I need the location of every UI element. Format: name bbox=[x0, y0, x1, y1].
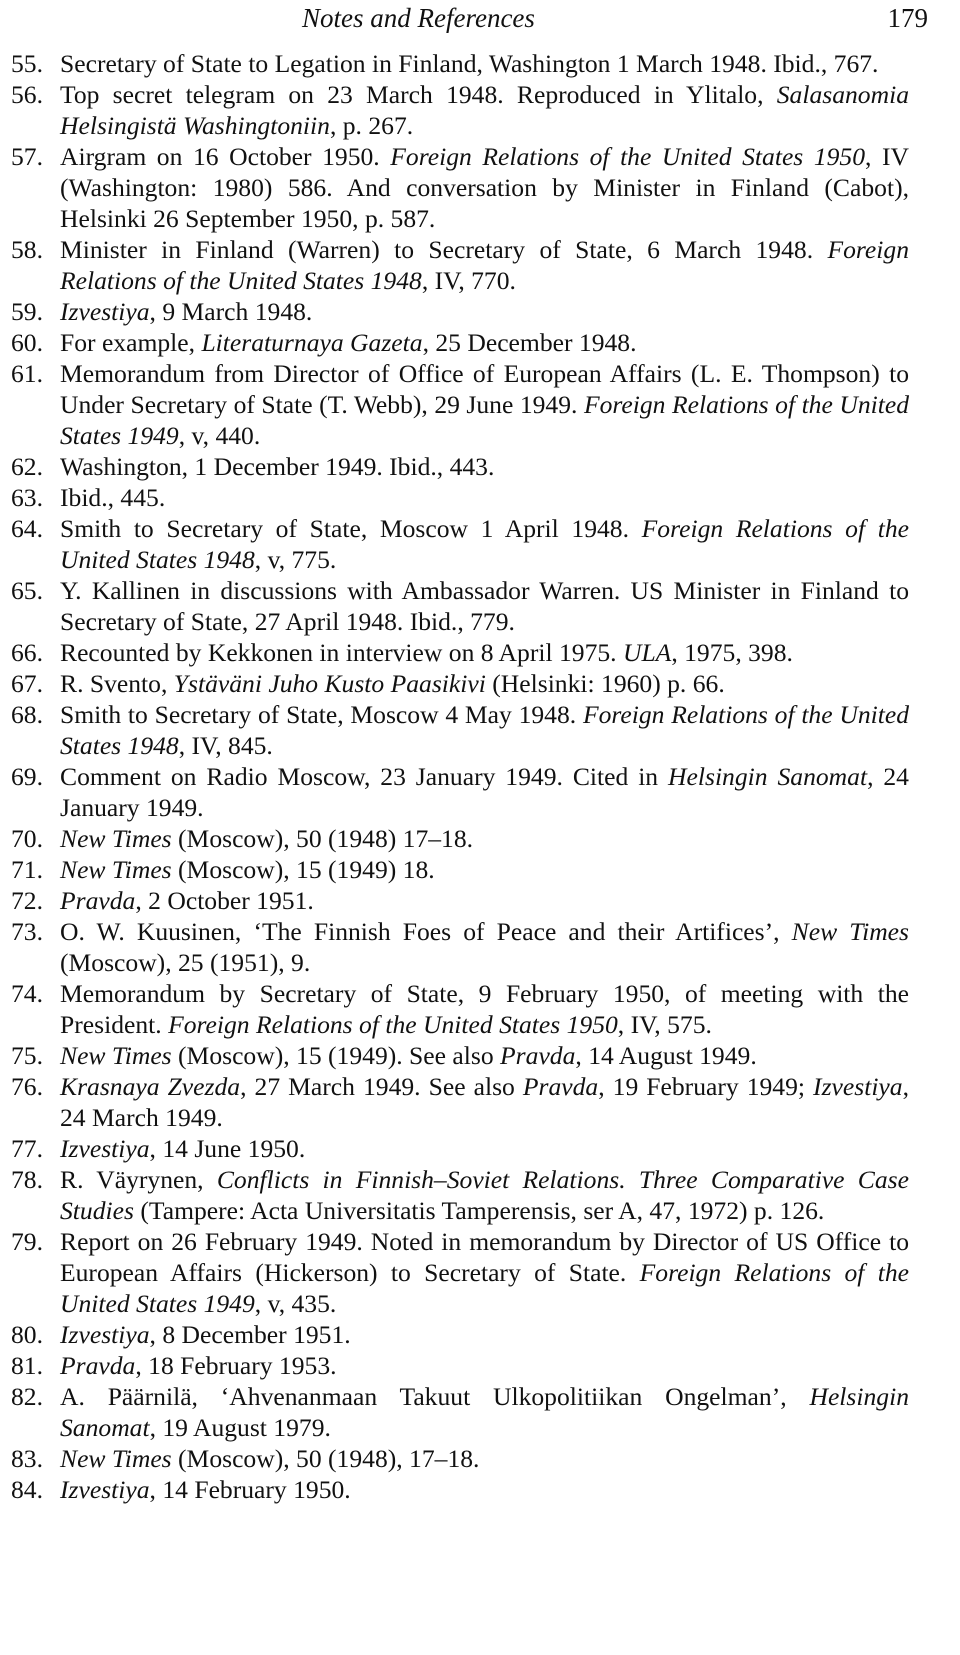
note-number: 80. bbox=[11, 1320, 43, 1349]
note-title-italic: Pravda bbox=[522, 1072, 599, 1101]
note-text-run: Smith to Secretary of State, Moscow 1 April 1948. bbox=[60, 514, 642, 543]
note-text bbox=[60, 1443, 909, 1474]
notes-list bbox=[11, 48, 909, 1505]
note-item bbox=[11, 296, 909, 327]
note-text bbox=[60, 885, 909, 916]
note-item bbox=[11, 978, 909, 1040]
note-text bbox=[60, 513, 909, 575]
note-item bbox=[11, 1133, 909, 1164]
note-item bbox=[11, 451, 909, 482]
note-text bbox=[60, 1071, 909, 1133]
note-number: 73. bbox=[11, 917, 43, 946]
note-text-run: , 14 June 1950. bbox=[149, 1134, 306, 1163]
note-number: 63. bbox=[11, 483, 43, 512]
note-text-run: R. Svento, bbox=[60, 669, 174, 698]
note-number: 77. bbox=[11, 1134, 43, 1163]
note-text bbox=[60, 234, 909, 296]
note-number: 74. bbox=[11, 979, 43, 1008]
note-text-run: (Helsinki: 1960) p. 66. bbox=[485, 669, 725, 698]
note-item bbox=[11, 637, 909, 668]
note-text bbox=[60, 1474, 909, 1505]
note-text-run: Comment on Radio Moscow, 23 January 1949. Cited in bbox=[60, 762, 669, 791]
note-title-italic: New Times bbox=[60, 1444, 172, 1473]
note-text-run: Recounted by Kekkonen in interview on 8 April 1975. bbox=[60, 638, 623, 667]
note-text-run: , IV, 770. bbox=[421, 266, 516, 295]
note-text bbox=[60, 296, 909, 327]
note-text bbox=[60, 637, 909, 668]
note-text-run: Memorandum from Director of Office of European Affairs (L. E. Thompson) to Under Secretary of State (T. Webb), 29 June 1949. bbox=[60, 359, 909, 419]
note-number: 58. bbox=[11, 235, 43, 264]
note-number: 79. bbox=[11, 1227, 43, 1256]
note-title-italic: Ystäväni Juho Kusto Paasikivi bbox=[173, 669, 486, 698]
page-number: 179 bbox=[887, 3, 928, 33]
note-text bbox=[60, 1164, 909, 1226]
note-text-run: , 9 March 1948. bbox=[149, 297, 313, 326]
note-number: 57. bbox=[11, 142, 43, 171]
note-text bbox=[60, 854, 909, 885]
note-text-run: (Moscow), 15 (1949) 18. bbox=[171, 855, 435, 884]
note-title-italic: Izvestiya bbox=[60, 1320, 150, 1349]
note-title-italic: Izvestiya bbox=[813, 1072, 903, 1101]
note-title-italic: Pravda bbox=[60, 1351, 136, 1380]
note-item bbox=[11, 1350, 909, 1381]
note-item bbox=[11, 79, 909, 141]
note-text bbox=[60, 916, 909, 978]
note-title-italic: Izvestiya bbox=[60, 1475, 150, 1504]
note-title-italic: Pravda bbox=[60, 886, 136, 915]
note-number: 59. bbox=[11, 297, 43, 326]
note-number: 83. bbox=[11, 1444, 43, 1473]
note-title-italic: Krasnaya Zvezda bbox=[60, 1072, 241, 1101]
note-title-italic: Literaturnaya Gazeta bbox=[201, 328, 423, 357]
note-text-run: (Moscow), 50 (1948) 17–18. bbox=[171, 824, 474, 853]
note-item bbox=[11, 1319, 909, 1350]
note-text-run: , IV, 845. bbox=[178, 731, 273, 760]
note-text-run: Report on 26 February 1949. Noted in memorandum by Director of US Office to European Affairs (Hickerson) to Secretary of State. bbox=[60, 1227, 909, 1287]
note-item bbox=[11, 358, 909, 451]
note-item bbox=[11, 668, 909, 699]
note-text-run: , v, 440. bbox=[178, 421, 261, 450]
note-text bbox=[60, 482, 909, 513]
note-number: 68. bbox=[11, 700, 43, 729]
note-item bbox=[11, 1071, 909, 1133]
note-item bbox=[11, 854, 909, 885]
note-title-italic: Foreign Relations of the United States 1949 bbox=[60, 390, 910, 450]
note-title-italic: New Times bbox=[60, 855, 172, 884]
note-text bbox=[60, 1040, 909, 1071]
note-text bbox=[60, 1319, 909, 1350]
note-title-italic: Pravda bbox=[500, 1041, 576, 1070]
note-text-run: , p. 267. bbox=[329, 111, 414, 140]
note-item bbox=[11, 1443, 909, 1474]
note-text-run: R. Väyrynen, bbox=[60, 1165, 217, 1194]
note-title-italic: Izvestiya bbox=[60, 1134, 150, 1163]
note-text-run: , 2 October 1951. bbox=[135, 886, 314, 915]
note-text bbox=[60, 451, 909, 482]
note-number: 72. bbox=[11, 886, 43, 915]
note-number: 78. bbox=[11, 1165, 43, 1194]
note-text bbox=[60, 1350, 909, 1381]
note-text-run: A. Päärnilä, ‘Ahvenanmaan Takuut Ulkopolitiikan Ongelman’, bbox=[60, 1382, 810, 1411]
note-text bbox=[60, 141, 909, 234]
note-title-italic: Conflicts in Finnish–Soviet Relations. Three Comparative Case Studies bbox=[60, 1165, 909, 1225]
note-item bbox=[11, 1381, 909, 1443]
note-title-italic: Foreign Relations of the United States 1948 bbox=[60, 235, 909, 295]
note-item bbox=[11, 885, 909, 916]
note-text-run: , v, 775. bbox=[254, 545, 337, 574]
note-number: 76. bbox=[11, 1072, 43, 1101]
note-item bbox=[11, 1474, 909, 1505]
note-number: 66. bbox=[11, 638, 43, 667]
note-title-italic: New Times bbox=[60, 824, 172, 853]
note-number: 60. bbox=[11, 328, 43, 357]
note-text-run: , 25 December 1948. bbox=[422, 328, 637, 357]
note-number: 82. bbox=[11, 1382, 43, 1411]
note-text-run: , 8 December 1951. bbox=[149, 1320, 351, 1349]
note-item bbox=[11, 1226, 909, 1319]
note-title-italic: Foreign Relations of the United States 1948 bbox=[60, 514, 909, 574]
note-text bbox=[60, 823, 909, 854]
note-text-run: (Moscow), 25 (1951), 9. bbox=[60, 948, 311, 977]
note-number: 64. bbox=[11, 514, 43, 543]
note-item bbox=[11, 48, 909, 79]
note-text bbox=[60, 761, 909, 823]
note-text-run: Ibid., 445. bbox=[60, 483, 166, 512]
running-title: Notes and References bbox=[302, 3, 535, 33]
note-item bbox=[11, 1164, 909, 1226]
note-text bbox=[60, 668, 909, 699]
note-text bbox=[60, 1381, 909, 1443]
note-text-run: (Moscow), 50 (1948), 17–18. bbox=[171, 1444, 480, 1473]
note-text-run: (Moscow), 15 (1949). See also bbox=[171, 1041, 501, 1070]
note-text-run: Secretary of State to Legation in Finland, Washington 1 March 1948. Ibid., 767. bbox=[60, 49, 879, 78]
page-header bbox=[0, 0, 960, 40]
note-number: 81. bbox=[11, 1351, 43, 1380]
note-number: 69. bbox=[11, 762, 43, 791]
note-title-italic: New Times bbox=[791, 917, 909, 946]
note-text-run: , v, 435. bbox=[254, 1289, 337, 1318]
note-text-run: , 14 February 1950. bbox=[149, 1475, 351, 1504]
note-text-run: Washington, 1 December 1949. Ibid., 443. bbox=[60, 452, 495, 481]
note-number: 65. bbox=[11, 576, 43, 605]
note-item bbox=[11, 141, 909, 234]
note-item bbox=[11, 916, 909, 978]
note-text-run: Smith to Secretary of State, Moscow 4 May 1948. bbox=[60, 700, 583, 729]
note-item bbox=[11, 575, 909, 637]
note-text-run: Top secret telegram on 23 March 1948. Reproduced in Ylitalo, bbox=[60, 80, 777, 109]
note-text-run: , 14 August 1949. bbox=[575, 1041, 757, 1070]
note-number: 84. bbox=[11, 1475, 43, 1504]
note-item bbox=[11, 699, 909, 761]
note-text bbox=[60, 1226, 909, 1319]
note-number: 75. bbox=[11, 1041, 43, 1070]
note-text bbox=[60, 48, 909, 79]
note-title-italic: Izvestiya bbox=[60, 297, 150, 326]
note-text-run: Y. Kallinen in discussions with Ambassador Warren. US Minister in Finland to Secretary of State, 27 April 1948. Ibid., 779. bbox=[60, 576, 909, 636]
note-item bbox=[11, 823, 909, 854]
note-text bbox=[60, 358, 909, 451]
note-title-italic: New Times bbox=[60, 1041, 172, 1070]
note-text-run: , IV, 575. bbox=[617, 1010, 712, 1039]
note-number: 56. bbox=[11, 80, 43, 109]
note-text bbox=[60, 79, 909, 141]
note-text bbox=[60, 575, 909, 637]
note-title-italic: Foreign Relations of the United States 1950 bbox=[390, 142, 866, 171]
note-item bbox=[11, 761, 909, 823]
note-text-run: , 19 August 1979. bbox=[149, 1413, 331, 1442]
note-title-italic: Foreign Relations of the United States 1949 bbox=[60, 1258, 909, 1318]
note-text bbox=[60, 327, 909, 358]
note-number: 55. bbox=[11, 49, 43, 78]
note-item bbox=[11, 234, 909, 296]
note-text bbox=[60, 1133, 909, 1164]
note-text-run: For example, bbox=[60, 328, 202, 357]
note-text-run: Memorandum by Secretary of State, 9 February 1950, of meeting with the President. bbox=[60, 979, 909, 1039]
note-title-italic: Salasanomia Helsingistä Washingtoniin bbox=[60, 80, 909, 140]
note-text-run: , IV (Washington: 1980) 586. And conversation by Minister in Finland (Cabot), Helsinki 26 September 1950, p. 587. bbox=[60, 142, 910, 233]
note-title-italic: Foreign Relations of the United States 1948 bbox=[60, 700, 910, 760]
note-title-italic: Helsingin Sanomat bbox=[60, 1382, 909, 1442]
note-item bbox=[11, 482, 909, 513]
note-title-italic: ULA bbox=[622, 638, 672, 667]
note-text-run: , 27 March 1949. See also bbox=[240, 1072, 523, 1101]
note-item bbox=[11, 327, 909, 358]
note-text-run: , 19 February 1949; bbox=[598, 1072, 814, 1101]
note-title-italic: Helsingin Sanomat bbox=[668, 762, 868, 791]
note-text-run: , 1975, 398. bbox=[671, 638, 793, 667]
note-text-run: , 24 January 1949. bbox=[60, 762, 909, 822]
note-text-run: Airgram on 16 October 1950. bbox=[60, 142, 391, 171]
note-item bbox=[11, 513, 909, 575]
note-text bbox=[60, 978, 909, 1040]
note-text bbox=[60, 699, 909, 761]
note-text-run: , 18 February 1953. bbox=[135, 1351, 337, 1380]
note-title-italic: Foreign Relations of the United States 1950 bbox=[168, 1010, 618, 1039]
note-number: 71. bbox=[11, 855, 43, 884]
note-text-run: O. W. Kuusinen, ‘The Finnish Foes of Peace and their Artifices’, bbox=[60, 917, 792, 946]
note-number: 70. bbox=[11, 824, 43, 853]
note-number: 67. bbox=[11, 669, 43, 698]
note-text-run: Minister in Finland (Warren) to Secretary of State, 6 March 1948. bbox=[60, 235, 828, 264]
note-text-run: (Tampere: Acta Universitatis Tamperensis, ser A, 47, 1972) p. 126. bbox=[133, 1196, 825, 1225]
note-number: 62. bbox=[11, 452, 43, 481]
note-item bbox=[11, 1040, 909, 1071]
note-number: 61. bbox=[11, 359, 43, 388]
note-text-run: , 24 March 1949. bbox=[60, 1072, 909, 1132]
